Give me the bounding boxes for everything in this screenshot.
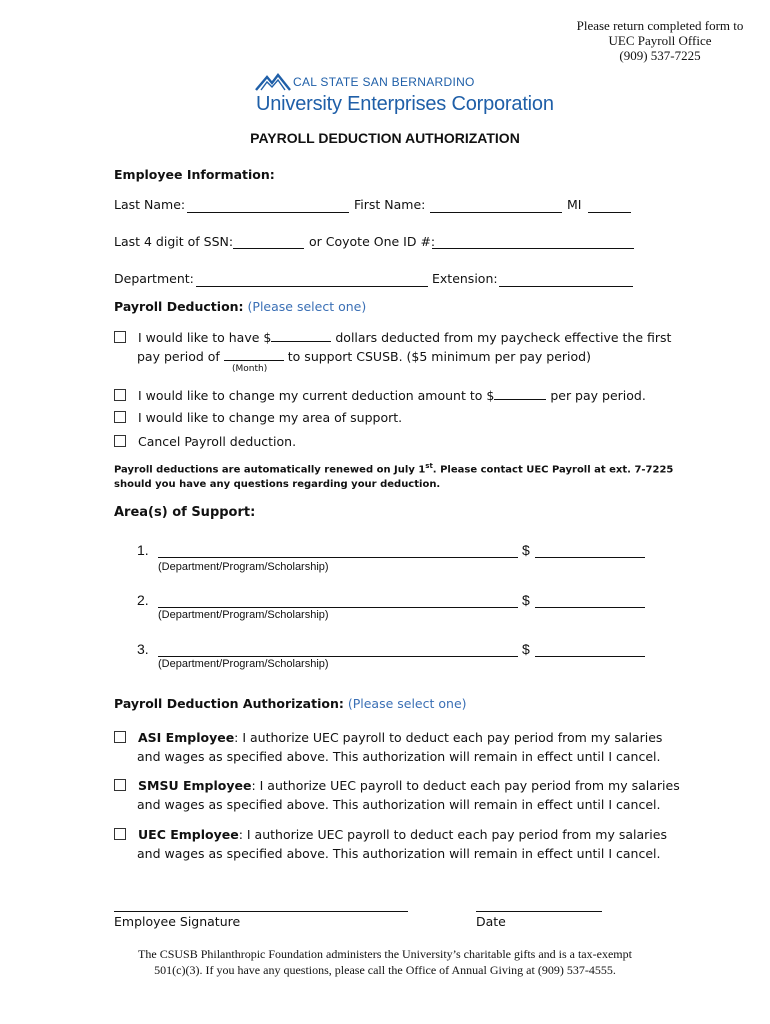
ssn-field[interactable]: [233, 248, 304, 249]
uec-logo: [255, 70, 554, 122]
footer-note: [0, 946, 770, 978]
opt2-text-a: I would like to change my current deduction amount to $: [138, 388, 495, 403]
deduction-option-new[interactable]: [114, 327, 671, 345]
mi-label: MI: [567, 197, 582, 212]
first-name-field[interactable]: [430, 212, 562, 213]
authorization-heading: [114, 696, 467, 711]
employee-info-heading: Employee Information:: [114, 167, 275, 182]
area-1-dollar: $: [522, 542, 530, 558]
authorization-hint: (Please select one): [347, 696, 467, 711]
area-3-number: 3.: [137, 641, 149, 657]
coyote-label: or Coyote One ID #:: [309, 234, 436, 249]
opt1-text-b: dollars deducted from my paycheck effective the first: [335, 330, 672, 345]
department-label: Department:: [114, 271, 194, 286]
checkbox-new-deduction[interactable]: [114, 331, 126, 343]
smsu-employee-label: SMSU Employee: [138, 778, 252, 793]
logo-small-text: CAL STATE SAN BERNARDINO: [293, 75, 475, 89]
renewal-note-line1: [114, 462, 673, 475]
logo-big-text: University Enterprises Corporation: [256, 93, 554, 115]
opt1-text-a: I would like to have $: [138, 330, 272, 345]
deduction-option-change-amount[interactable]: [114, 385, 646, 403]
pay-period-month-field[interactable]: [224, 346, 284, 361]
area-2-dollar: $: [522, 592, 530, 608]
new-amount-field[interactable]: [494, 385, 546, 400]
checkbox-asi[interactable]: [114, 731, 126, 743]
asi-text2: and wages as specified above. This authorization will remain in effect until I cancel.: [137, 749, 661, 764]
opt3-text: I would like to change my area of support.: [138, 410, 403, 425]
return-note-line3: (909) 537-7225: [619, 48, 701, 63]
auth-option-asi[interactable]: [114, 730, 662, 745]
checkbox-cancel[interactable]: [114, 435, 126, 447]
return-note: [560, 18, 760, 63]
area-2-amount-field[interactable]: [535, 607, 645, 608]
smsu-text2: and wages as specified above. This authorization will remain in effect until I cancel.: [137, 797, 661, 812]
deduction-option-new-line2: [137, 346, 591, 364]
coyote-id-field[interactable]: [432, 248, 634, 249]
date-field[interactable]: [476, 911, 602, 912]
mountain-logo-icon: [255, 72, 291, 92]
amount-field[interactable]: [271, 327, 331, 342]
areas-heading: Area(s) of Support:: [114, 505, 256, 520]
footer-line1: The CSUSB Philanthropic Foundation administers the University’s charitable gifts and is a tax-exempt: [138, 947, 632, 961]
first-name-label: First Name:: [354, 197, 426, 212]
mi-field[interactable]: [588, 212, 631, 213]
checkbox-smsu[interactable]: [114, 779, 126, 791]
area-2-caption: (Department/Program/Scholarship): [158, 609, 329, 621]
area-2-field[interactable]: [158, 607, 518, 608]
department-field[interactable]: [196, 286, 428, 287]
opt1-text-c: pay period of: [137, 349, 220, 364]
payroll-deduction-hint: (Please select one): [247, 299, 367, 314]
return-note-line1: Please return completed form to: [576, 18, 744, 33]
area-3-caption: (Department/Program/Scholarship): [158, 658, 329, 670]
authorization-title: Payroll Deduction Authorization:: [114, 696, 344, 711]
area-3-dollar: $: [522, 641, 530, 657]
date-label: Date: [476, 914, 506, 929]
footer-line2: 501(c)(3). If you have any questions, please call the Office of Annual Giving at (909) 537-4555.: [154, 963, 616, 977]
uec-employee-label: UEC Employee: [138, 827, 239, 842]
extension-label: Extension:: [432, 271, 498, 286]
area-1-field[interactable]: [158, 557, 518, 558]
deduction-option-cancel[interactable]: [114, 434, 296, 449]
auth-option-smsu[interactable]: [114, 778, 680, 793]
area-1-caption: (Department/Program/Scholarship): [158, 561, 329, 573]
deduction-option-change-area[interactable]: [114, 410, 402, 425]
auth-option-uec[interactable]: [114, 827, 667, 842]
area-3-amount-field[interactable]: [535, 656, 645, 657]
checkbox-uec[interactable]: [114, 828, 126, 840]
uec-text1: : I authorize UEC payroll to deduct each pay period from my salaries: [238, 827, 667, 842]
checkbox-change-amount[interactable]: [114, 389, 126, 401]
opt2-text-b: per pay period.: [550, 388, 646, 403]
signature-label: Employee Signature: [114, 914, 241, 929]
checkbox-change-area[interactable]: [114, 411, 126, 423]
extension-field[interactable]: [499, 286, 633, 287]
last-name-label: Last Name:: [114, 197, 186, 212]
form-title: PAYROLL DEDUCTION AUTHORIZATION: [250, 130, 520, 146]
asi-text1: : I authorize UEC payroll to deduct each pay period from my salaries: [234, 730, 663, 745]
renewal-text-b: . Please contact UEC Payroll at ext. 7-7225: [432, 464, 674, 476]
area-1-number: 1.: [137, 542, 149, 558]
smsu-text1: : I authorize UEC payroll to deduct each pay period from my salaries: [251, 778, 680, 793]
signature-field[interactable]: [114, 911, 408, 912]
asi-employee-label: ASI Employee: [138, 730, 235, 745]
area-2-number: 2.: [137, 592, 149, 608]
last-name-field[interactable]: [187, 212, 349, 213]
uec-text2: and wages as specified above. This authorization will remain in effect until I cancel.: [137, 846, 661, 861]
renewal-note-line2: should you have any questions regarding your deduction.: [114, 479, 441, 490]
payroll-deduction-heading: [114, 299, 366, 314]
return-note-line2: UEC Payroll Office: [608, 33, 712, 48]
month-caption: (Month): [232, 364, 268, 374]
area-1-amount-field[interactable]: [535, 557, 645, 558]
ssn-label: Last 4 digit of SSN:: [114, 234, 234, 249]
renewal-text-a: Payroll deductions are automatically renewed on July 1: [114, 464, 426, 476]
opt4-text: Cancel Payroll deduction.: [138, 434, 297, 449]
payroll-deduction-title: Payroll Deduction:: [114, 299, 244, 314]
renewal-sup: st: [425, 462, 433, 470]
area-3-field[interactable]: [158, 656, 518, 657]
opt1-text-d: to support CSUSB. ($5 minimum per pay period): [287, 349, 591, 364]
